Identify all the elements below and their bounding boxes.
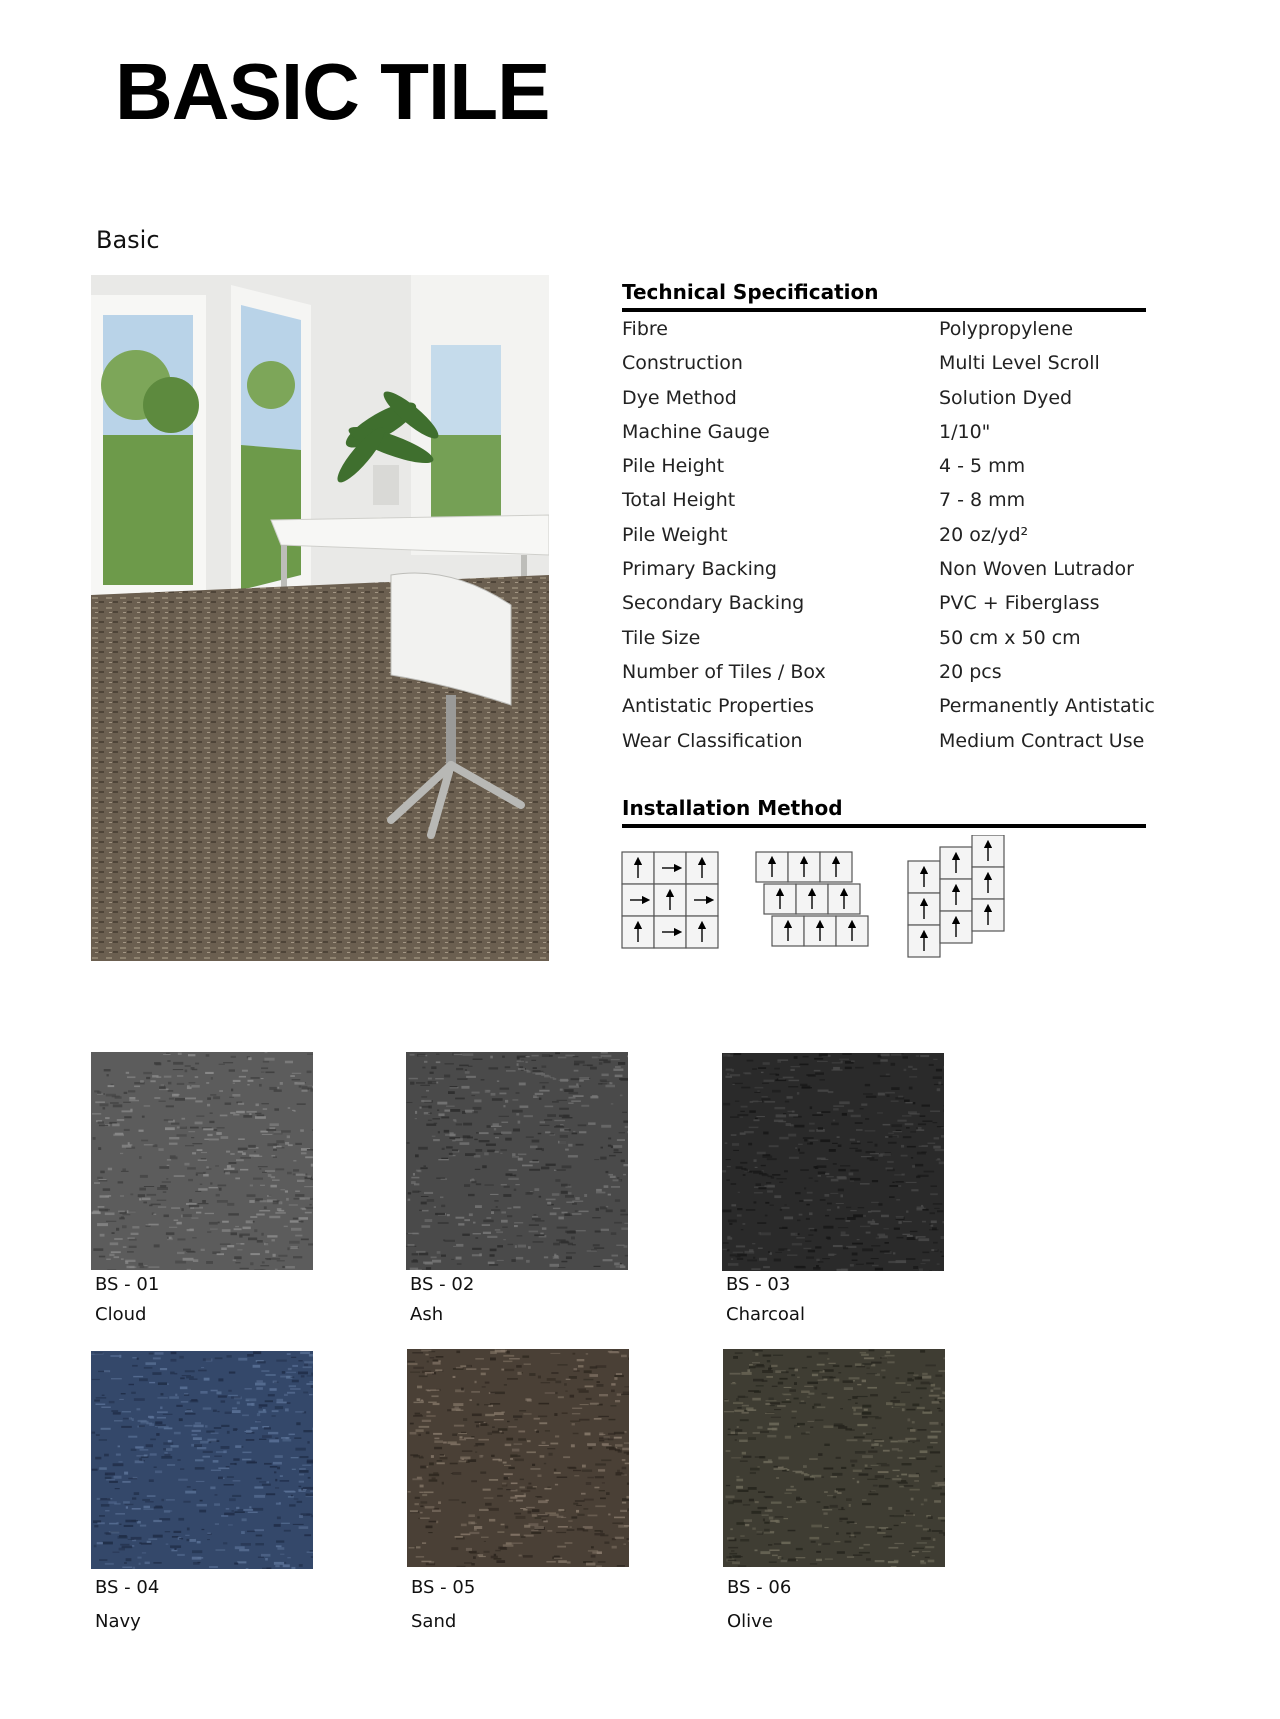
tile-texture	[722, 1053, 944, 1271]
spec-label: Pile Height	[622, 455, 725, 478]
tile-swatch[interactable]	[91, 1052, 313, 1270]
spec-label: Antistatic Properties	[622, 695, 814, 718]
tile-color-name: Charcoal	[726, 1304, 805, 1325]
installation-rule	[622, 824, 1146, 828]
spec-value: Polypropylene	[939, 318, 1074, 340]
spec-label: Total Height	[622, 489, 736, 512]
spec-row	[622, 655, 1162, 689]
tile-color-name: Olive	[727, 1611, 773, 1632]
spec-label: Pile Weight	[622, 523, 728, 546]
spec-label: Construction	[622, 352, 743, 375]
room-illustration	[91, 275, 549, 961]
spec-heading: Technical Specification	[622, 280, 879, 304]
page-title: BASIC TILE	[115, 47, 550, 136]
tile-swatch[interactable]	[407, 1349, 629, 1567]
room-photo	[91, 275, 549, 961]
spec-row	[622, 381, 1162, 415]
tile-texture	[407, 1349, 629, 1567]
tile-color-name: Ash	[410, 1304, 444, 1325]
tile-texture	[91, 1052, 313, 1270]
tile-texture	[406, 1052, 628, 1270]
spec-row	[622, 312, 1162, 346]
tile-texture	[723, 1349, 945, 1567]
tile-color-name: Sand	[411, 1611, 457, 1632]
tile-code: BS - 06	[727, 1577, 792, 1598]
spec-value: 50 cm x 50 cm	[939, 626, 1081, 649]
spec-label: Machine Gauge	[622, 420, 770, 443]
spec-row	[622, 346, 1162, 380]
tile-swatch[interactable]	[722, 1053, 944, 1271]
spec-value: 1/10"	[939, 420, 991, 443]
tile-texture	[91, 1351, 313, 1569]
spec-label: Number of Tiles / Box	[622, 660, 826, 683]
tile-code: BS - 02	[410, 1274, 475, 1295]
spec-table	[622, 312, 1162, 758]
product-subtitle: Basic	[96, 226, 160, 254]
spec-row	[622, 552, 1162, 586]
spec-row	[622, 483, 1162, 517]
spec-label: Tile Size	[622, 626, 701, 649]
spec-value: Medium Contract Use	[939, 729, 1145, 752]
spec-value: Solution Dyed	[939, 386, 1073, 409]
tile-code: BS - 01	[95, 1274, 160, 1295]
spec-label: Dye Method	[622, 386, 737, 409]
spec-row	[622, 689, 1162, 723]
spec-row	[622, 415, 1162, 449]
tile-color-name: Navy	[95, 1611, 141, 1632]
installation-heading: Installation Method	[622, 796, 843, 820]
spec-label: Fibre	[622, 318, 668, 340]
tile-swatch[interactable]	[723, 1349, 945, 1567]
spec-label: Primary Backing	[622, 558, 777, 581]
spec-value: Non Woven Lutrador	[939, 558, 1134, 581]
spec-value: 20 oz/yd²	[939, 523, 1029, 546]
spec-row	[622, 724, 1162, 758]
tile-swatch[interactable]	[406, 1052, 628, 1270]
spec-label: Wear Classification	[622, 729, 803, 752]
tile-code: BS - 04	[95, 1577, 160, 1598]
spec-value: Permanently Antistatic	[939, 695, 1155, 718]
spec-value: Multi Level Scroll	[939, 352, 1100, 375]
installation-diagrams	[620, 835, 1020, 965]
spec-value: 4 - 5 mm	[939, 455, 1026, 478]
spec-row	[622, 621, 1162, 655]
tile-swatch[interactable]	[91, 1351, 313, 1569]
spec-row	[622, 586, 1162, 620]
spec-row	[622, 518, 1162, 552]
spec-row	[622, 449, 1162, 483]
spec-value: PVC + Fiberglass	[939, 592, 1100, 615]
spec-value: 20 pcs	[939, 660, 1002, 683]
tile-code: BS - 03	[726, 1274, 791, 1295]
spec-label: Secondary Backing	[622, 592, 805, 615]
spec-value: 7 - 8 mm	[939, 489, 1026, 512]
tile-code: BS - 05	[411, 1577, 476, 1598]
tile-color-name: Cloud	[95, 1304, 147, 1325]
